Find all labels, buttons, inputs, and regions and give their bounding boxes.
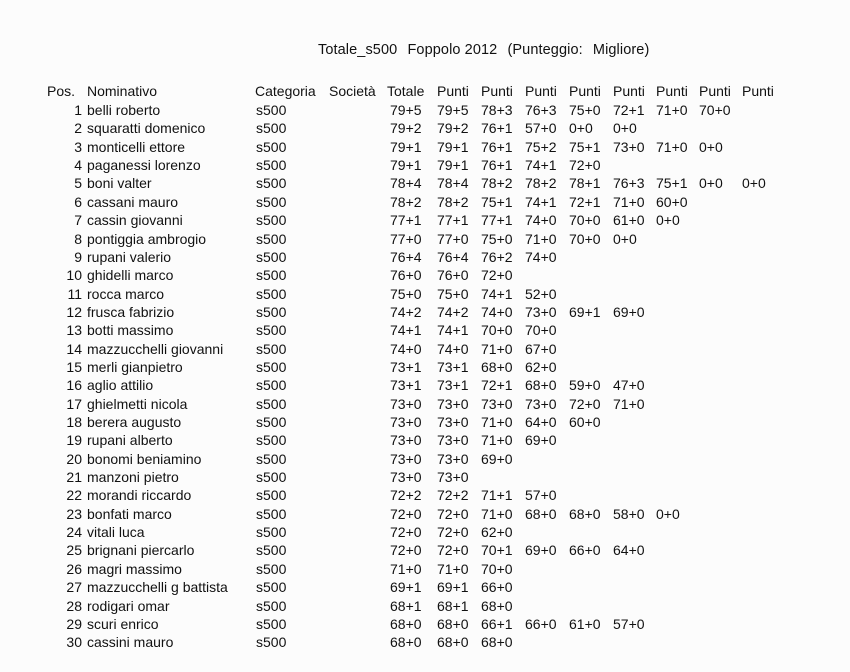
row-position: 20 [66,450,82,467]
row-score: 76+3 [613,175,645,192]
table-row [0,376,850,394]
row-score: 67+0 [525,340,557,357]
row-position: 19 [66,432,82,449]
row-score: 68+1 [437,597,469,614]
row-position: 17 [66,395,82,412]
table-row [0,578,850,596]
row-category: s500 [256,138,287,155]
row-score: 72+1 [569,193,601,210]
row-score: 66+1 [481,615,513,632]
row-score: 0+0 [699,175,723,192]
row-name: merli gianpietro [87,358,183,375]
row-name: squaratti domenico [87,120,206,137]
row-total: 79+1 [390,138,422,155]
row-name: ghielmetti nicola [87,395,188,412]
table-row [0,101,850,119]
row-score: 73+0 [437,469,469,485]
row-category: s500 [256,340,287,357]
table-header [0,82,850,100]
row-score: 68+0 [525,377,557,394]
row-score: 70+0 [569,230,601,247]
table-row [0,633,850,651]
row-total: 72+0 [390,524,422,540]
table-row [0,358,850,376]
row-category: s500 [256,469,287,485]
row-category: s500 [256,303,287,320]
row-score: 62+0 [481,524,513,540]
row-name: monticelli ettore [87,138,186,155]
header-punti: Punti [569,83,601,99]
title-mode: (Punteggio: [507,42,583,58]
row-score: 68+0 [481,634,513,651]
row-total: 74+0 [390,340,422,357]
row-position: 30 [66,634,82,651]
row-position: 21 [66,469,82,485]
table-row [0,156,850,174]
row-name: ghidelli marco [87,267,174,284]
table-row [0,321,850,339]
row-score: 73+0 [525,303,557,320]
table-row [0,486,850,504]
table-row [0,523,850,541]
header-punti: Punti [481,83,513,99]
row-score: 69+1 [569,303,601,320]
row-score: 70+0 [699,102,731,118]
row-score: 75+0 [437,285,469,302]
row-position: 5 [74,175,82,192]
row-score: 0+0 [656,505,680,522]
row-position: 2 [74,120,82,137]
row-score: 68+0 [481,597,513,614]
row-category: s500 [256,102,287,118]
row-total: 73+1 [390,377,422,394]
row-name: paganessi lorenzo [87,157,201,174]
row-score: 73+0 [437,395,469,412]
row-position: 7 [74,212,82,229]
row-score: 71+0 [481,414,513,430]
row-score: 77+1 [437,212,469,229]
row-score: 74+0 [525,212,557,229]
row-position: 1 [74,102,82,118]
row-score: 62+0 [525,358,557,375]
row-category: s500 [256,597,287,614]
row-score: 69+1 [437,579,469,596]
table-row [0,138,850,156]
table-row [0,211,850,229]
row-score: 76+1 [481,138,513,155]
row-score: 78+1 [569,175,601,192]
row-score: 60+0 [569,414,601,430]
row-total: 73+0 [390,450,422,467]
row-score: 79+1 [437,157,469,174]
row-total: 77+1 [390,212,422,229]
row-category: s500 [256,542,287,559]
row-score: 78+4 [437,175,469,192]
row-category: s500 [256,560,287,577]
title-event: Totale_s500 [318,42,398,58]
row-position: 22 [66,487,82,504]
row-score: 73+1 [437,377,469,394]
row-score: 71+0 [656,102,688,118]
row-score: 76+2 [481,248,513,265]
row-category: s500 [256,358,287,375]
table-row [0,230,850,248]
row-score: 73+0 [437,450,469,467]
table-row [0,431,850,449]
row-name: brignani piercarlo [87,542,195,559]
row-score: 74+0 [525,248,557,265]
header-punti: Punti [656,83,688,99]
row-score: 73+0 [613,138,645,155]
header-nominativo: Nominativo [87,83,158,99]
row-score: 75+1 [569,138,601,155]
row-category: s500 [256,285,287,302]
row-score: 73+0 [525,395,557,412]
row-score: 70+0 [569,212,601,229]
row-score: 61+0 [569,615,601,632]
row-score: 75+0 [481,230,513,247]
row-category: s500 [256,157,287,174]
row-score: 73+0 [437,414,469,430]
row-score: 74+1 [525,157,557,174]
table-row [0,413,850,431]
row-total: 79+5 [390,102,422,118]
row-score: 74+1 [481,285,513,302]
row-score: 69+0 [481,450,513,467]
row-score: 47+0 [613,377,645,394]
table-row [0,193,850,211]
row-name: mazzucchelli giovanni [87,340,224,357]
row-category: s500 [256,193,287,210]
header-punti: Punti [613,83,645,99]
row-score: 68+0 [569,505,601,522]
row-name: belli roberto [87,102,161,118]
row-category: s500 [256,212,287,229]
table-row [0,395,850,413]
row-score: 79+2 [437,120,469,137]
row-score: 60+0 [656,193,688,210]
row-name: bonfati marco [87,505,172,522]
table-row [0,597,850,615]
row-total: 79+2 [390,120,422,137]
row-score: 66+0 [569,542,601,559]
table-row [0,248,850,266]
row-score: 77+0 [437,230,469,247]
row-position: 16 [66,377,82,394]
row-score: 74+2 [437,303,469,320]
row-score: 76+0 [437,267,469,284]
row-total: 78+2 [390,193,422,210]
row-total: 68+0 [390,634,422,651]
row-total: 72+0 [390,542,422,559]
row-name: boni valter [87,175,152,192]
row-score: 57+0 [613,615,645,632]
row-score: 0+0 [656,212,680,229]
table-row [0,303,850,321]
row-score: 59+0 [569,377,601,394]
header-totale: Totale [387,83,425,99]
row-score: 72+0 [569,157,601,174]
row-category: s500 [256,395,287,412]
row-score: 68+0 [437,615,469,632]
row-score: 71+0 [613,193,645,210]
row-total: 68+1 [390,597,422,614]
row-position: 24 [66,524,82,540]
row-position: 25 [66,542,82,559]
row-score: 75+1 [656,175,688,192]
row-score: 72+0 [437,524,469,540]
row-score: 71+0 [481,432,513,449]
row-total: 76+0 [390,267,422,284]
row-category: s500 [256,487,287,504]
row-position: 9 [74,248,82,265]
row-total: 76+4 [390,248,422,265]
row-score: 58+0 [613,505,645,522]
row-name: scuri enrico [87,615,159,632]
row-total: 72+2 [390,487,422,504]
row-score: 57+0 [525,487,557,504]
row-score: 70+0 [525,322,557,339]
row-score: 78+2 [481,175,513,192]
header-punti: Punti [525,83,557,99]
row-score: 79+5 [437,102,469,118]
row-category: s500 [256,450,287,467]
row-position: 12 [66,303,82,320]
row-total: 72+0 [390,505,422,522]
row-name: mazzucchelli g battista [87,579,228,596]
row-category: s500 [256,414,287,430]
row-score: 0+0 [569,120,593,137]
row-total: 73+0 [390,414,422,430]
row-name: morandi riccardo [87,487,192,504]
row-total: 74+1 [390,322,422,339]
row-score: 75+1 [481,193,513,210]
row-position: 4 [74,157,82,174]
row-score: 57+0 [525,120,557,137]
row-score: 69+0 [613,303,645,320]
row-score: 66+0 [481,579,513,596]
row-name: vitali luca [87,524,145,540]
row-name: pontiggia ambrogio [87,230,207,247]
row-name: cassini mauro [87,634,174,651]
table-row [0,468,850,486]
row-score: 77+1 [481,212,513,229]
row-score: 72+0 [481,267,513,284]
row-score: 71+0 [481,340,513,357]
row-score: 76+1 [481,120,513,137]
row-total: 73+1 [390,358,422,375]
row-position: 18 [66,414,82,430]
row-category: s500 [256,524,287,540]
row-score: 74+1 [437,322,469,339]
row-score: 71+0 [656,138,688,155]
row-category: s500 [256,579,287,596]
row-score: 74+0 [481,303,513,320]
header-pos: Pos. [47,83,76,99]
row-name: cassani mauro [87,193,179,210]
row-score: 71+0 [481,505,513,522]
row-category: s500 [256,230,287,247]
row-total: 75+0 [390,285,422,302]
table-row [0,285,850,303]
row-score: 70+0 [481,322,513,339]
row-score: 64+0 [613,542,645,559]
row-name: frusca fabrizio [87,303,175,320]
row-score: 79+1 [437,138,469,155]
row-score: 76+4 [437,248,469,265]
row-score: 71+0 [437,560,469,577]
row-score: 68+0 [481,358,513,375]
row-name: rupani alberto [87,432,173,449]
row-position: 29 [66,615,82,632]
row-position: 10 [66,267,82,284]
row-score: 72+1 [613,102,645,118]
row-category: s500 [256,322,287,339]
row-total: 69+1 [390,579,422,596]
table-row [0,560,850,578]
row-score: 72+1 [481,377,513,394]
row-total: 73+0 [390,432,422,449]
row-position: 15 [66,358,82,375]
row-score: 70+0 [481,560,513,577]
table-row [0,450,850,468]
row-position: 11 [67,285,82,302]
row-score: 74+0 [437,340,469,357]
title-mode-value: Migliore) [592,42,650,58]
row-score: 71+0 [525,230,557,247]
row-total: 78+4 [390,175,422,192]
row-category: s500 [256,432,287,449]
row-score: 52+0 [525,285,557,302]
row-name: rocca marco [87,285,165,302]
table-row [0,340,850,358]
header-categoria: Categoria [255,83,316,99]
row-position: 28 [66,597,82,614]
table-row [0,266,850,284]
row-position: 14 [66,340,82,357]
row-score: 0+0 [613,230,637,247]
row-position: 26 [66,560,82,577]
row-score: 68+0 [525,505,557,522]
row-category: s500 [256,120,287,137]
row-category: s500 [256,248,287,265]
row-score: 70+1 [481,542,513,559]
row-category: s500 [256,377,287,394]
row-position: 27 [66,579,82,596]
row-position: 3 [74,138,82,155]
row-score: 73+0 [437,432,469,449]
row-category: s500 [256,615,287,632]
row-score: 0+0 [613,120,637,137]
table-row [0,119,850,137]
row-total: 77+0 [390,230,422,247]
row-total: 74+2 [390,303,422,320]
row-score: 72+0 [569,395,601,412]
row-position: 13 [66,322,82,339]
row-name: cassin giovanni [87,212,183,229]
row-score: 68+0 [437,634,469,651]
row-total: 68+0 [390,615,422,632]
title-place: Foppolo 2012 [407,42,498,58]
row-name: magri massimo [87,560,182,577]
row-score: 78+2 [437,193,469,210]
row-name: manzoni pietro [87,469,179,485]
row-score: 75+2 [525,138,557,155]
row-score: 66+0 [525,615,557,632]
header-punti: Punti [742,83,774,99]
table-row [0,174,850,192]
table-row [0,505,850,523]
row-score: 71+0 [613,395,645,412]
row-score: 61+0 [613,212,645,229]
row-name: rupani valerio [87,248,172,265]
row-score: 71+1 [481,487,513,504]
row-name: bonomi beniamino [87,450,202,467]
row-category: s500 [256,634,287,651]
header-punti: Punti [437,83,469,99]
row-score: 74+1 [525,193,557,210]
header-societa: Società [329,83,376,99]
row-name: botti massimo [87,322,174,339]
page-title [318,42,649,58]
row-score: 72+0 [437,505,469,522]
row-name: berera augusto [87,414,182,430]
row-score: 72+2 [437,487,469,504]
row-total: 73+0 [390,395,422,412]
row-score: 73+0 [481,395,513,412]
row-score: 76+1 [481,157,513,174]
row-category: s500 [256,505,287,522]
row-total: 79+1 [390,157,422,174]
row-score: 73+1 [437,358,469,375]
row-category: s500 [256,175,287,192]
row-position: 8 [74,230,82,247]
row-category: s500 [256,267,287,284]
row-score: 0+0 [742,175,766,192]
row-score: 69+0 [525,542,557,559]
row-name: rodigari omar [87,597,170,614]
row-score: 69+0 [525,432,557,449]
row-total: 73+0 [390,469,422,485]
row-score: 72+0 [437,542,469,559]
row-total: 71+0 [390,560,422,577]
row-position: 23 [66,505,82,522]
row-score: 75+0 [569,102,601,118]
row-name: aglio attilio [87,377,154,394]
row-position: 6 [74,193,82,210]
row-score: 78+2 [525,175,557,192]
row-score: 78+3 [481,102,513,118]
header-punti: Punti [699,83,731,99]
table-row [0,541,850,559]
row-score: 76+3 [525,102,557,118]
row-score: 64+0 [525,414,557,430]
table-row [0,615,850,633]
row-score: 0+0 [699,138,723,155]
